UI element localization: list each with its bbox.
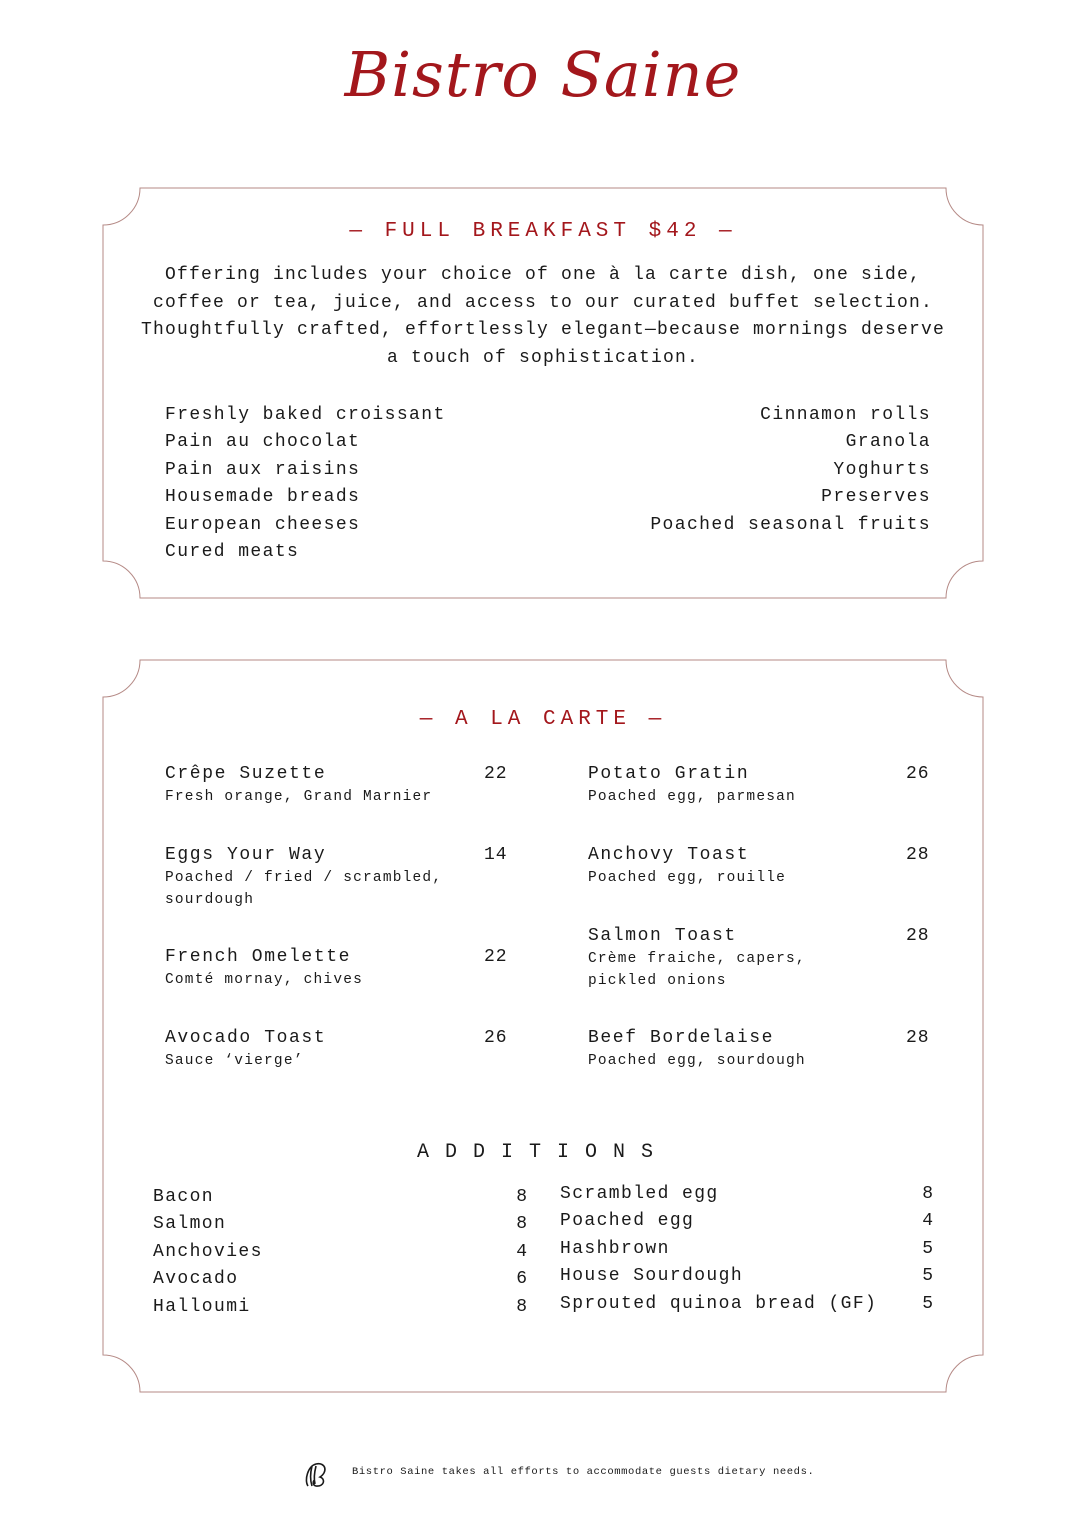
addition-price: 8 [922,1184,933,1204]
dish-name: Salmon Toast [588,926,737,946]
addition-name: Salmon [153,1214,227,1235]
menu-item [588,926,828,992]
addition-name: Sprouted quinoa bread (GF) [560,1293,878,1314]
dish-description: Fresh orange, Grand Marnier [165,789,433,805]
buffet-list-right [650,402,931,539]
buffet-item: Granola [845,432,931,453]
buffet-item: Cured meats [165,542,300,563]
dish-description: Crème fraiche, capers, pickled onions [588,951,806,989]
addition-name: Poached egg [560,1211,695,1232]
dish-name: French Omelette [165,947,352,967]
dish-description: Sauce ‘vierge’ [165,1053,304,1069]
buffet-item: Pain au chocolat [165,432,361,453]
menu-item [165,947,455,991]
addition-price: 5 [922,1266,933,1287]
addition-price: 5 [922,1238,933,1259]
addition-name: House Sourdough [560,1266,744,1287]
addition-name: Avocado [153,1269,239,1290]
menu-item [588,764,828,808]
addition-name: Scrambled egg [560,1184,719,1204]
dish-description: Poached egg, sourdough [588,1053,806,1069]
dish-price: 28 [906,845,930,865]
buffet-item: Yoghurts [833,459,931,480]
buffet-item: Poached seasonal fruits [650,514,931,535]
intro-line: a touch of sophistication. [386,347,700,368]
additions-left-prices [505,1184,527,1321]
footer-note: Bistro Saine takes all efforts to accommodate guests dietary needs. [352,1466,815,1478]
breakfast-intro [120,262,966,372]
dish-price: 26 [484,1028,508,1048]
dish-description: Comté mornay, chives [165,972,364,988]
dish-name: Eggs Your Way [165,845,327,865]
buffet-item: Freshly baked croissant [165,405,446,425]
addition-price: 6 [516,1269,527,1290]
addition-price: 8 [516,1214,527,1235]
addition-price: 4 [922,1211,933,1232]
addition-price: 4 [516,1241,527,1262]
dish-price: 14 [484,845,508,865]
addition-name: Anchovies [153,1241,263,1262]
menu-item [165,764,455,808]
additions-left-names [153,1184,263,1321]
addition-price: 8 [516,1187,527,1207]
buffet-item: Preserves [821,487,931,508]
buffet-item: European cheeses [165,514,361,535]
dish-price: 28 [906,1028,930,1048]
intro-line: coffee or tea, juice, and access to our curated buffet selection. [152,292,934,313]
full-breakfast-title: — FULL BREAKFAST $42 — [349,220,737,243]
dish-description: Poached egg, rouille [588,870,787,886]
monogram-logo-icon [300,1460,330,1495]
menu-item [165,845,455,911]
dish-price: 26 [906,764,930,784]
dish-price: 28 [906,926,930,946]
dish-name: Beef Bordelaise [588,1028,775,1048]
a-la-carte-title: — A LA CARTE — [419,708,667,731]
dish-price: 22 [484,947,508,967]
buffet-item: Cinnamon rolls [760,405,931,425]
intro-line: Offering includes your choice of one à la carte dish, one side, [164,265,922,285]
addition-price: 5 [922,1293,933,1314]
dish-name: Avocado Toast [165,1028,327,1048]
buffet-list-left [165,402,446,566]
addition-name: Bacon [153,1187,215,1207]
addition-price: 8 [516,1296,527,1317]
menu-item [165,1028,455,1072]
menu-item [588,845,828,889]
addition-name: Hashbrown [560,1238,670,1259]
additions-title: ADDITIONS [416,1141,670,1164]
dish-description: Poached / fried / scrambled, sourdough [165,870,443,908]
dish-name: Crêpe Suzette [165,764,327,784]
dish-price: 22 [484,764,508,784]
dish-description: Poached egg, parmesan [588,789,796,805]
addition-name: Halloumi [153,1296,251,1317]
menu-item [588,1028,828,1072]
additions-right-prices [911,1181,933,1318]
dish-name: Anchovy Toast [588,845,750,865]
buffet-item: Pain aux raisins [165,459,361,480]
intro-line: Thoughtfully crafted, effortlessly elegant—because mornings deserve [140,320,946,340]
buffet-item: Housemade breads [165,487,361,508]
additions-right-names [560,1181,877,1318]
dish-name: Potato Gratin [588,764,750,784]
logo: Bistro Saine [344,38,742,111]
